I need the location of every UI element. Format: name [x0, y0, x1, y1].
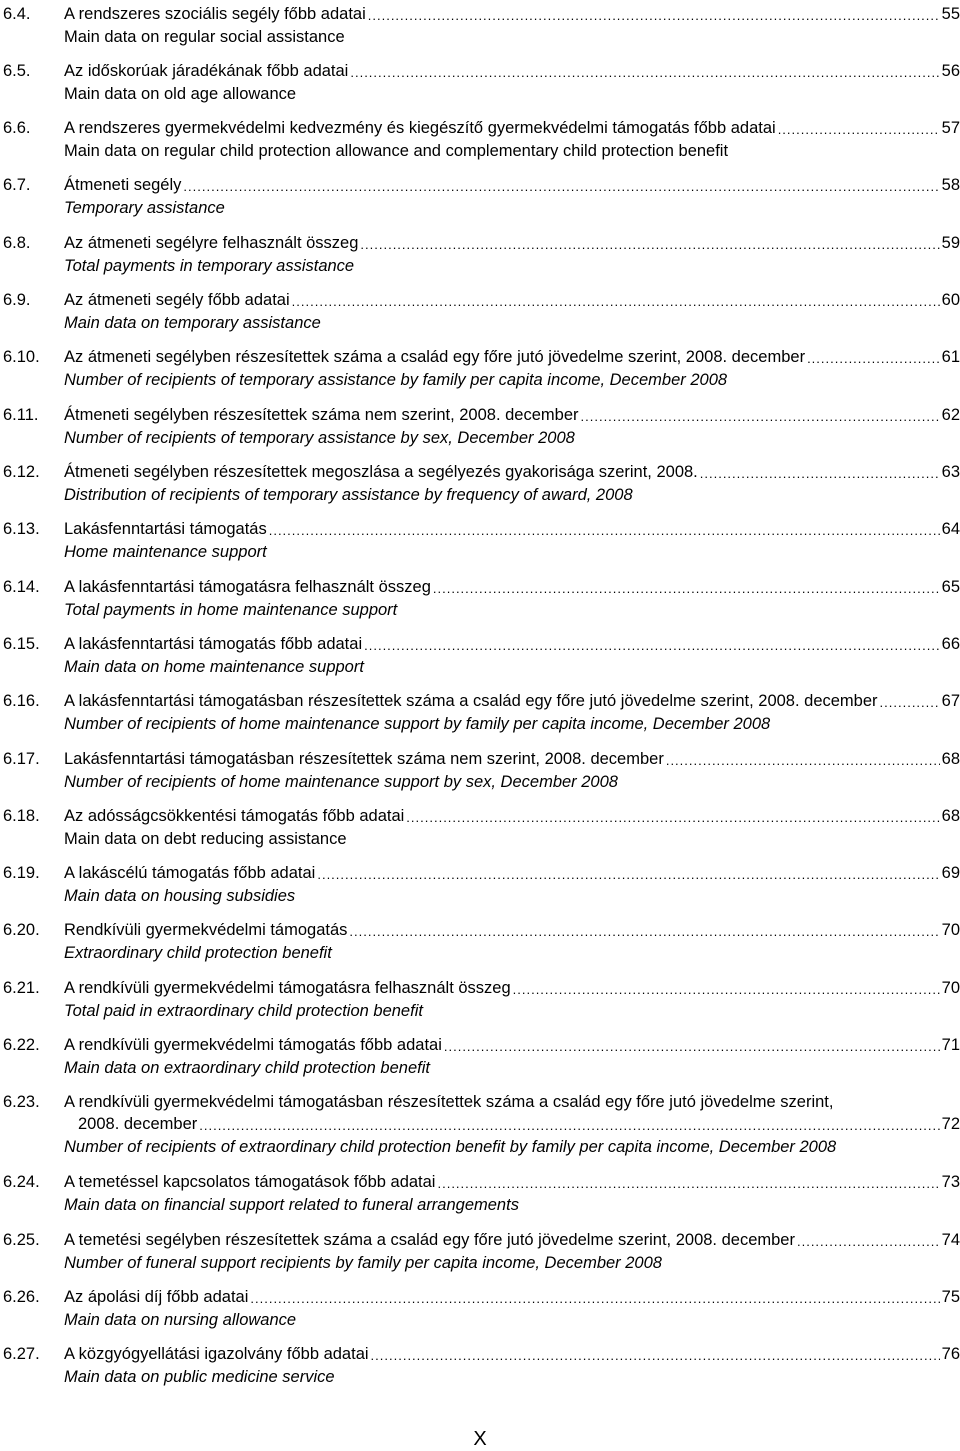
toc-entry-page: 55	[941, 5, 960, 23]
toc-entry-english-title: Home maintenance support	[64, 543, 267, 561]
toc-entry-title: Átmeneti segély	[64, 176, 182, 194]
toc-entry-page: 69	[941, 864, 960, 882]
toc-entry[interactable]	[0, 919, 960, 963]
toc-entry-title: A rendkívüli gyermekvédelmi támogatásban részesítettek száma a család egy főre jutó jövedelme szerint,	[64, 1093, 834, 1111]
toc-entry-title: Rendkívüli gyermekvédelmi támogatás	[64, 921, 348, 939]
toc-entry[interactable]	[0, 174, 960, 218]
toc-entry-number: 6.26.	[3, 1288, 40, 1306]
toc-entry-title: Az átmeneti segélyben részesítettek száma a család egy főre jutó jövedelme szerint, 2008. december	[64, 348, 806, 366]
toc-entry-english-title: Main data on financial support related to funeral arrangements	[64, 1196, 519, 1214]
toc-entry-page: 56	[941, 62, 960, 80]
toc-entry-title: A temetési segélyben részesítettek száma a család egy főre jutó jövedelme szerint, 2008. december	[64, 1231, 795, 1249]
toc-entry[interactable]	[0, 977, 960, 1021]
dot-leader	[666, 752, 940, 770]
dot-leader	[199, 1117, 939, 1135]
dot-leader	[797, 1233, 940, 1251]
toc-entry[interactable]	[0, 633, 960, 677]
toc-entry-english-title: Number of recipients of extraordinary child protection benefit by family per capita income, December 2008	[64, 1138, 837, 1156]
toc-entry-number: 6.9.	[3, 291, 31, 309]
toc-entry-english-title: Main data on old age allowance	[64, 85, 297, 103]
dot-leader	[778, 121, 940, 139]
toc-entry-number: 6.16.	[3, 692, 40, 710]
toc-entry-english-title: Main data on debt reducing assistance	[64, 830, 347, 848]
toc-entry-page: 65	[941, 578, 960, 596]
toc-entry-number: 6.15.	[3, 635, 40, 653]
toc-entry-number: 6.13.	[3, 520, 40, 538]
toc-entry-number: 6.18.	[3, 807, 40, 825]
toc-entry-page: 74	[941, 1231, 960, 1249]
toc-entry-number: 6.25.	[3, 1231, 40, 1249]
toc-entry[interactable]	[0, 748, 960, 792]
toc-entry-number: 6.21.	[3, 979, 40, 997]
dot-leader	[360, 236, 939, 254]
toc-entry[interactable]	[0, 1034, 960, 1078]
dot-leader	[406, 809, 939, 827]
toc-entry-number: 6.5.	[3, 62, 31, 80]
dot-leader	[250, 1290, 939, 1308]
toc-entry[interactable]	[0, 576, 960, 620]
toc-entry-english-title: Main data on regular social assistance	[64, 28, 345, 46]
toc-entry[interactable]	[0, 862, 960, 906]
toc-entry-english-title: Distribution of recipients of temporary assistance by frequency of award, 2008	[64, 486, 633, 504]
toc-entry-title: A rendszeres gyermekvédelmi kedvezmény és kiegészítő gyermekvédelmi támogatás főbb adatai	[64, 119, 776, 137]
toc-entry-number: 6.8.	[3, 234, 31, 252]
toc-entry[interactable]	[0, 60, 960, 104]
toc-entry[interactable]	[0, 805, 960, 849]
toc-entry-page: 59	[941, 234, 960, 252]
toc-entry-number: 6.22.	[3, 1036, 40, 1054]
toc-entry[interactable]	[0, 461, 960, 505]
toc-entry-title: A rendszeres szociális segély főbb adatai	[64, 5, 366, 23]
toc-entry-title: A lakásfenntartási támogatásban részesítettek száma a család egy főre jutó jövedelme szerint, 2008. december	[64, 692, 878, 710]
toc-entry-title: Lakásfenntartási támogatásban részesítettek száma nem szerint, 2008. december	[64, 750, 664, 768]
toc-entry-english-title: Main data on nursing allowance	[64, 1311, 297, 1329]
toc-entry-number: 6.7.	[3, 176, 31, 194]
toc-entry-page: 72	[941, 1115, 960, 1133]
toc-entry[interactable]	[0, 1171, 960, 1215]
toc-entry-page: 68	[941, 807, 960, 825]
toc-entry-english-title: Total payments in home maintenance support	[64, 601, 398, 619]
toc-entry-page: 58	[941, 176, 960, 194]
toc-entry-english-title: Main data on extraordinary child protection benefit	[64, 1059, 430, 1077]
toc-entry-title: Átmeneti segélyben részesítettek száma nem szerint, 2008. december	[64, 406, 579, 424]
toc-entry-page: 75	[941, 1288, 960, 1306]
toc-entry-english-title: Number of funeral support recipients by family per capita income, December 2008	[64, 1254, 662, 1272]
dot-leader	[317, 866, 939, 884]
dot-leader	[183, 178, 939, 196]
toc-entry-title: Az adósságcsökkentési támogatás főbb adatai	[64, 807, 405, 825]
toc-entry-title-continued: 2008. december	[78, 1115, 198, 1133]
toc-entry-number: 6.20.	[3, 921, 40, 939]
toc-entry-title: A lakásfenntartási támogatás főbb adatai	[64, 635, 363, 653]
toc-entry-english-title: Number of recipients of home maintenance support by sex, December 2008	[64, 773, 618, 791]
dot-leader	[364, 637, 940, 655]
toc-entry-title: Lakásfenntartási támogatás	[64, 520, 267, 538]
toc-entry-page: 66	[941, 635, 960, 653]
toc-entry-english-title: Total paid in extraordinary child protection benefit	[64, 1002, 423, 1020]
dot-leader	[807, 350, 940, 368]
toc-entry-english-title: Main data on temporary assistance	[64, 314, 321, 332]
page-number-footer: X	[473, 1428, 487, 1450]
dot-leader	[433, 580, 940, 598]
toc-entry-page: 63	[941, 463, 960, 481]
toc-entry-english-title: Main data on public medicine service	[64, 1368, 335, 1386]
toc-entry-number: 6.17.	[3, 750, 40, 768]
toc-entry-page: 62	[941, 406, 960, 424]
toc-entry-title: Az átmeneti segély főbb adatai	[64, 291, 290, 309]
toc-entry[interactable]	[0, 3, 960, 47]
toc-entry-page: 68	[941, 750, 960, 768]
dot-leader	[700, 465, 940, 483]
toc-entry-number: 6.6.	[3, 119, 31, 137]
toc-entry-english-title: Number of recipients of temporary assistance by sex, December 2008	[64, 429, 575, 447]
dot-leader	[349, 923, 939, 941]
dot-leader	[437, 1175, 939, 1193]
toc-entry-page: 60	[941, 291, 960, 309]
toc-entry-english-title: Main data on home maintenance support	[64, 658, 364, 676]
toc-entry-english-title: Main data on regular child protection allowance and complementary child protection benefit	[64, 142, 729, 160]
toc-entry-title: Átmeneti segélyben részesítettek megoszlása a segélyezés gyakorisága szerint, 2008.	[64, 463, 698, 481]
toc-entry-number: 6.4.	[3, 5, 31, 23]
toc-entry-title: Az időskorúak járadékának főbb adatai	[64, 62, 349, 80]
toc-entry-title: A közgyógyellátási igazolvány főbb adatai	[64, 1345, 369, 1363]
toc-entry-page: 61	[941, 348, 960, 366]
toc-entry[interactable]	[0, 404, 960, 448]
dot-leader	[513, 981, 940, 999]
toc-entry-number: 6.14.	[3, 578, 40, 596]
dot-leader	[371, 1347, 940, 1365]
dot-leader	[350, 64, 939, 82]
toc-entry-title: A lakáscélú támogatás főbb adatai	[64, 864, 316, 882]
dot-leader	[292, 293, 940, 311]
toc-entry[interactable]	[0, 1286, 960, 1330]
toc-entry[interactable]	[0, 690, 960, 734]
toc-entry[interactable]	[0, 346, 960, 390]
toc-entry-english-title: Total payments in temporary assistance	[64, 257, 355, 275]
toc-entry-title: A rendkívüli gyermekvédelmi támogatás főbb adatai	[64, 1036, 442, 1054]
toc-entry-page: 64	[941, 520, 960, 538]
toc-entry-page: 73	[941, 1173, 960, 1191]
toc-entry-title: A rendkívüli gyermekvédelmi támogatásra felhasznált összeg	[64, 979, 511, 997]
toc-entry-page: 67	[941, 692, 960, 710]
toc-entry-number: 6.10.	[3, 348, 40, 366]
toc-entry[interactable]	[0, 1091, 960, 1157]
toc-entry[interactable]	[0, 1229, 960, 1273]
toc-entry-english-title: Number of recipients of temporary assistance by family per capita income, December 2008	[64, 371, 728, 389]
toc-entry-english-title: Extraordinary child protection benefit	[64, 944, 332, 962]
dot-leader	[368, 7, 940, 25]
toc-entry-page: 57	[941, 119, 960, 137]
toc-entry-title: Az ápolási díj főbb adatai	[64, 1288, 249, 1306]
toc-entry-number: 6.24.	[3, 1173, 40, 1191]
toc-entry-number: 6.19.	[3, 864, 40, 882]
toc-entry-title: A lakásfenntartási támogatásra felhasznált összeg	[64, 578, 431, 596]
toc-entry-number: 6.23.	[3, 1093, 40, 1111]
toc-entry-english-title: Temporary assistance	[64, 199, 225, 217]
toc-entry-number: 6.11.	[3, 406, 39, 424]
dot-leader	[880, 694, 940, 712]
toc-entry-number: 6.12.	[3, 463, 40, 481]
toc-entry[interactable]	[0, 518, 960, 562]
toc-entry[interactable]	[0, 232, 960, 276]
dot-leader	[444, 1038, 940, 1056]
dot-leader	[269, 522, 940, 540]
toc-entry-english-title: Number of recipients of home maintenance support by family per capita income, December 2008	[64, 715, 771, 733]
toc-entry-title: A temetéssel kapcsolatos támogatások főbb adatai	[64, 1173, 436, 1191]
toc-entry-page: 76	[941, 1345, 960, 1363]
toc-entry-number: 6.27.	[3, 1345, 40, 1363]
toc-entry[interactable]	[0, 1343, 960, 1387]
toc-entry-page: 71	[941, 1036, 960, 1054]
toc-entry-page: 70	[941, 921, 960, 939]
toc-entry[interactable]	[0, 117, 960, 161]
toc-entry-title: Az átmeneti segélyre felhasznált összeg	[64, 234, 359, 252]
dot-leader	[581, 408, 940, 426]
toc-entry-english-title: Main data on housing subsidies	[64, 887, 296, 905]
toc-entry-page: 70	[941, 979, 960, 997]
toc-entry[interactable]	[0, 289, 960, 333]
